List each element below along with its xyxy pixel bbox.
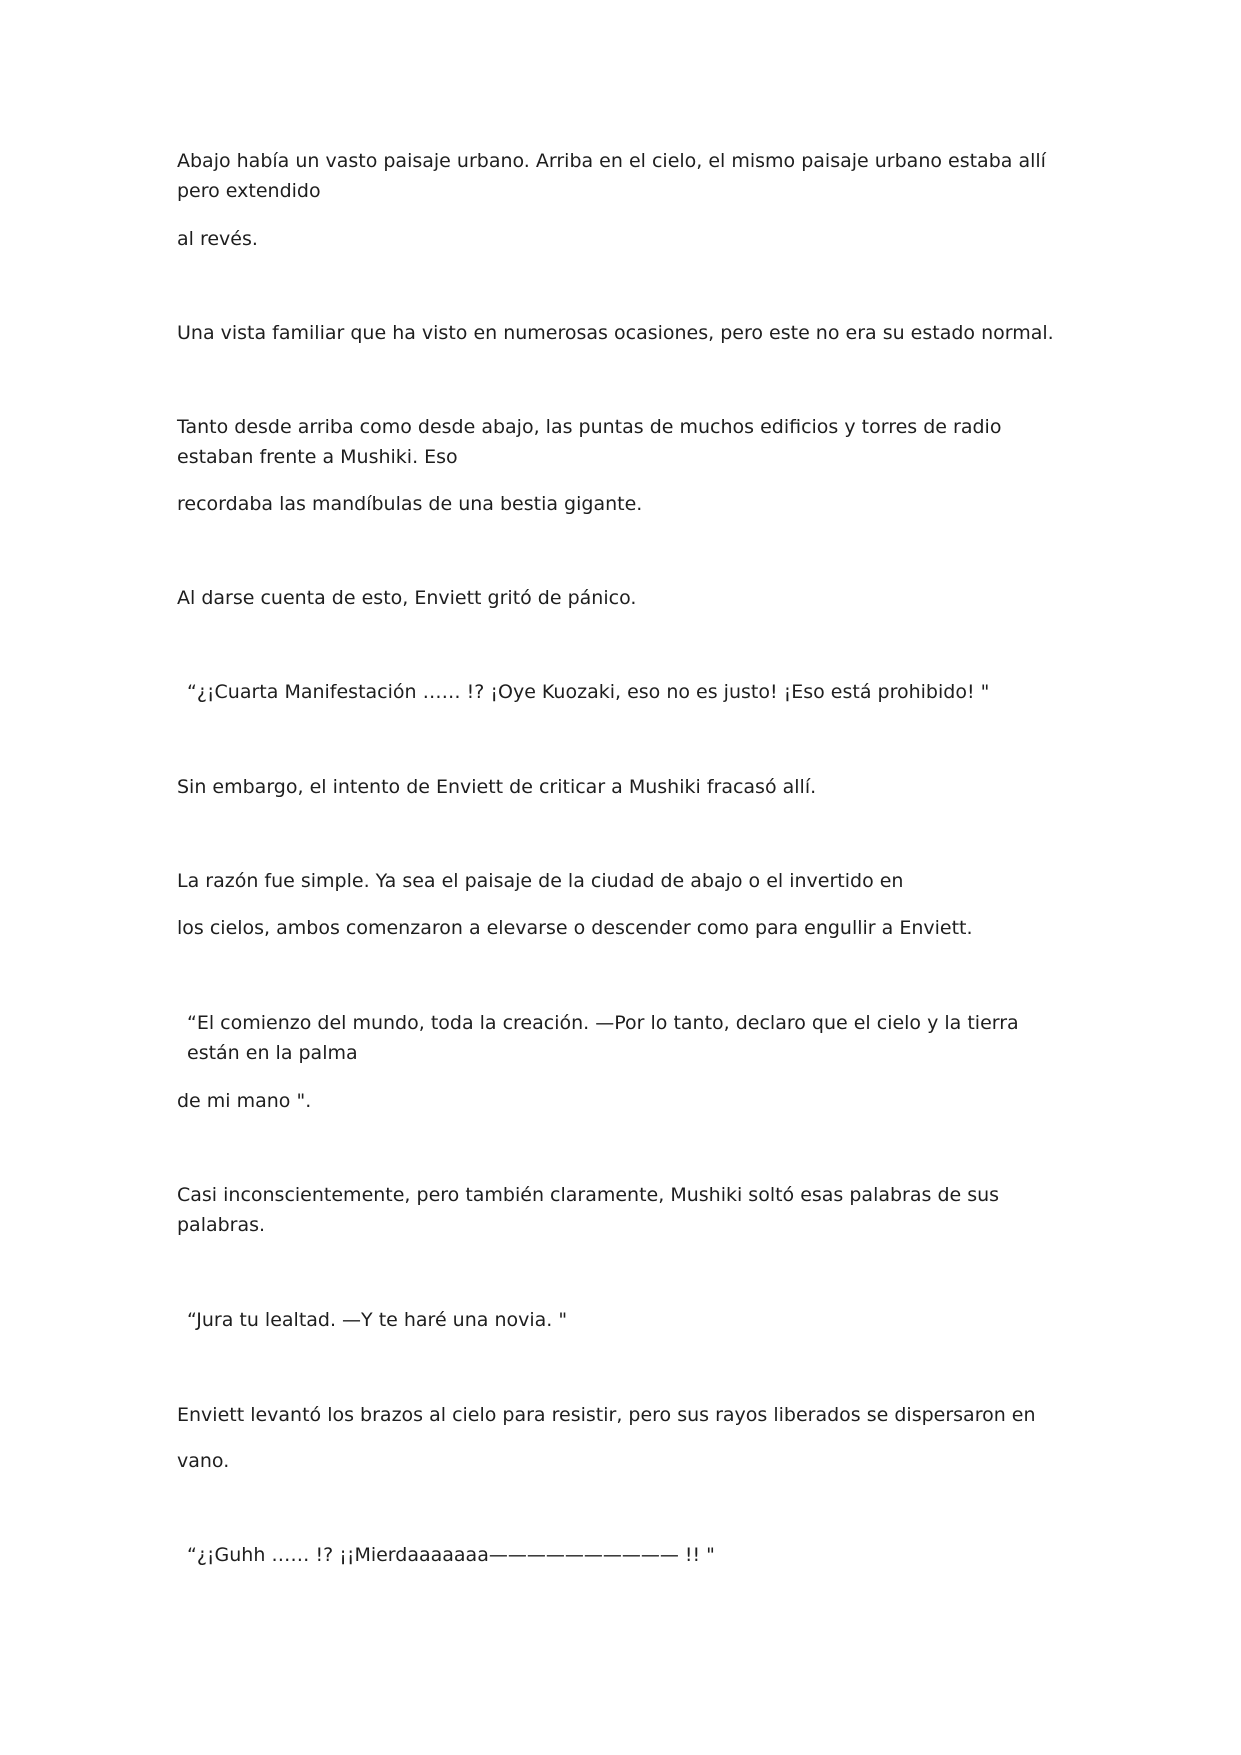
dialogue-1: “¿¡Cuarta Manifestación …… !? ¡Oye Kuozaki, eso no es justo! ¡Eso está prohibido! ": [187, 681, 990, 703]
paragraph-8: La razón fue simple. Ya sea el paisaje de la ciudad de abajo o el invertido en: [177, 870, 904, 892]
paragraph-10: de mi mano ".: [177, 1090, 312, 1112]
paragraph-12: Enviett levantó los brazos al cielo para resistir, pero sus rayos liberados se dispersaron en: [177, 1404, 1036, 1426]
paragraph-9: los cielos, ambos comenzaron a elevarse o descender como para engullir a Enviett.: [177, 917, 973, 939]
dialogue-3: “Jura tu lealtad. —Y te haré una novia. ": [187, 1309, 568, 1331]
dialogue-4: “¿¡Guhh …… !? ¡¡Mierdaaaaaaa—————————— !! ": [187, 1544, 715, 1566]
dialogue-2: “El comienzo del mundo, toda la creación. —Por lo tanto, declaro que el cielo y la tierra están en la palma: [187, 1012, 1019, 1064]
paragraph-4: Tanto desde arriba como desde abajo, las puntas de muchos edificios y torres de radio estaban frente a Mushiki. Eso: [177, 416, 1002, 468]
paragraph-7: Sin embargo, el intento de Enviett de criticar a Mushiki fracasó allí.: [177, 776, 817, 798]
paragraph-1: Abajo había un vasto paisaje urbano. Arriba en el cielo, el mismo paisaje urbano estaba allí pero extendido: [177, 150, 1046, 202]
paragraph-13: vano.: [177, 1450, 230, 1472]
paragraph-11: Casi inconscientemente, pero también claramente, Mushiki soltó esas palabras de sus palabras.: [177, 1184, 1000, 1236]
paragraph-2: al revés.: [177, 228, 258, 250]
paragraph-6: Al darse cuenta de esto, Enviett gritó de pánico.: [177, 587, 637, 609]
paragraph-5: recordaba las mandíbulas de una bestia gigante.: [177, 493, 643, 515]
paragraph-3: Una vista familiar que ha visto en numerosas ocasiones, pero este no era su estado normal.: [177, 322, 1054, 344]
